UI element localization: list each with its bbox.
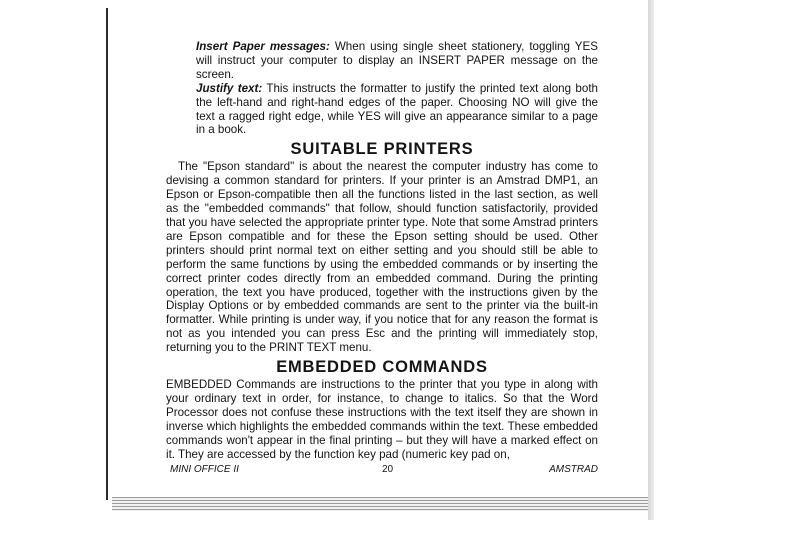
page-number: 20 [382,464,394,475]
heading-embedded-commands: EMBEDDED COMMANDS [276,358,488,377]
paragraph-embedded-commands: EMBEDDED Commands are instructions to the printer that you type in along with your ordinary text in order, for instance, to change to italics. So that the Word Processor does not confuse these instructions with the text itself they are shown in inverse which highlights the embedded commands within the text. These embedded commands won't appear in the final printing – but they will have a marked effect on it. They are accessed by the function key pad (numeric key pad on, [166,378,598,461]
option-text: When using single sheet stationery, toggling YES will instruct your computer to display an INSERT PAPER message on the screen. [196,40,598,81]
book-spine-edge [106,8,108,500]
option-term: Insert Paper messages: [196,40,330,53]
heading-suitable-printers: SUITABLE PRINTERS [290,140,474,159]
option-term: Justify text: [196,81,263,95]
page-stack-edge [112,497,648,511]
option-justify-text [166,82,598,138]
manual-page [166,40,598,461]
footer-title: MINI OFFICE II [170,464,239,475]
paragraph-suitable-printers: The "Epson standard" is about the nearest the computer industry has come to devising a common standard for printers. If your printer is an Amstrad DMP1, an Epson or Epson-compatible then all the functions listed in the last section, as well as the "embedded commands" that follow, should function satisfactorily, provided that you have selected the appropriate printer type. Note that some Amstrad printers are Epson compatible and for these the Epson setting should be used. Other printers should print normal text on either setting and you should still be able to perform the same functions by using the embedded commands or by inserting the correct printer codes directly from an embedded command. During the printing operation, the text you have produced, together with the instructions given by the Display Options or by embedded commands are sent to the printer via the built-in formatter. While printing is under way, if you notice that for any reason the format is not as you intended you can press Esc and the printing will immediately stop, returning you to the PRINT TEXT menu. [166,160,598,355]
footer-publisher: AMSTRAD [549,464,598,475]
option-text: This instructs the formatter to justify the printed text along both the left-hand and right-hand edges of the paper. Choosing NO will give the text a ragged right edge, while YES will give an appearance similar to a page in a book. [196,81,598,137]
option-insert-paper [166,40,598,82]
facing-page-edge [648,0,654,520]
